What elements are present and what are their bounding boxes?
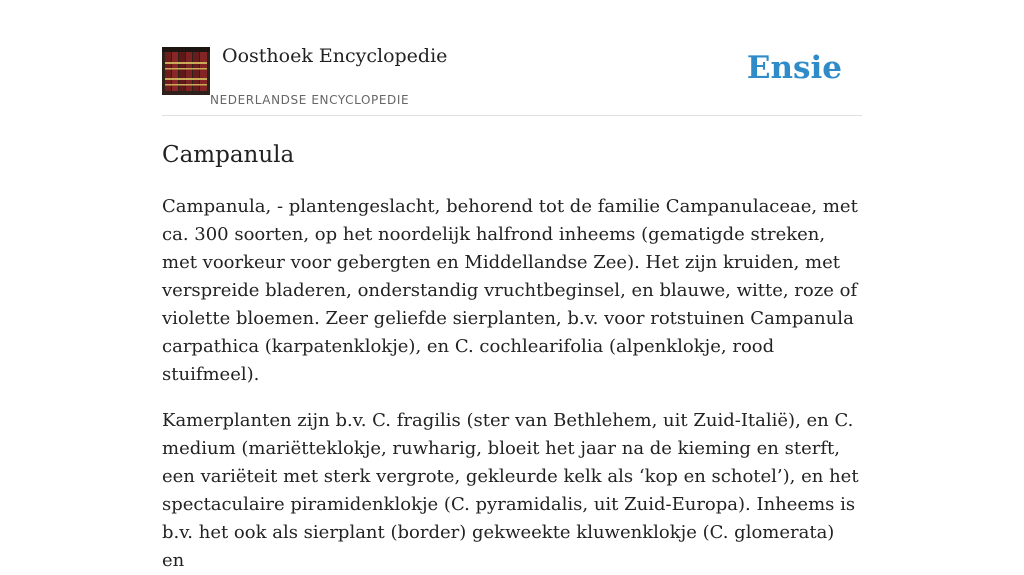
ensie-logo-link[interactable]: Ensie bbox=[746, 50, 842, 86]
site-header bbox=[162, 0, 862, 116]
encyclopedia-books-icon[interactable] bbox=[162, 47, 210, 95]
article-paragraph: Campanula, - plantengeslacht, behorend tot de familie Campanulaceae, met ca. 300 soorten, op het noordelijk halfrond inheems (gematigde streken, met voorkeur voor gebergten en Middellandse Zee). Het zijn kruiden, met verspreide bladeren, onderstandig vruchtbeginsel, en blauwe, witte, roze of violette bloemen. Zeer geliefde sierplanten, b.v. voor rotstuinen Campanula carpathica (karpatenklokje), en C. cochlearifolia (alpenklokje, rood stuifmeel). bbox=[162, 196, 858, 385]
content-container bbox=[162, 0, 862, 575]
site-name[interactable]: Oosthoek Encyclopedie bbox=[222, 45, 448, 67]
site-subtitle: NEDERLANDSE ENCYCLOPEDIE bbox=[210, 93, 410, 107]
article-title: Campanula bbox=[162, 142, 295, 168]
article-paragraph: Kamerplanten zijn b.v. C. fragilis (ster van Bethlehem, uit Zuid-Italië), en C. medium (mariëtteklokje, ruwharig, bloeit het jaar na de kieming en sterft, een variëteit met sterk vergrote, gekleurde kelk als ‘kop en schotel’), en het spectaculaire piramidenklokje (C. pyramidalis, uit Zuid-Europa). Inheems is b.v. het ook als sierplant (border) gekweekte kluwenklokje (C. glomerata) en bbox=[162, 410, 859, 571]
